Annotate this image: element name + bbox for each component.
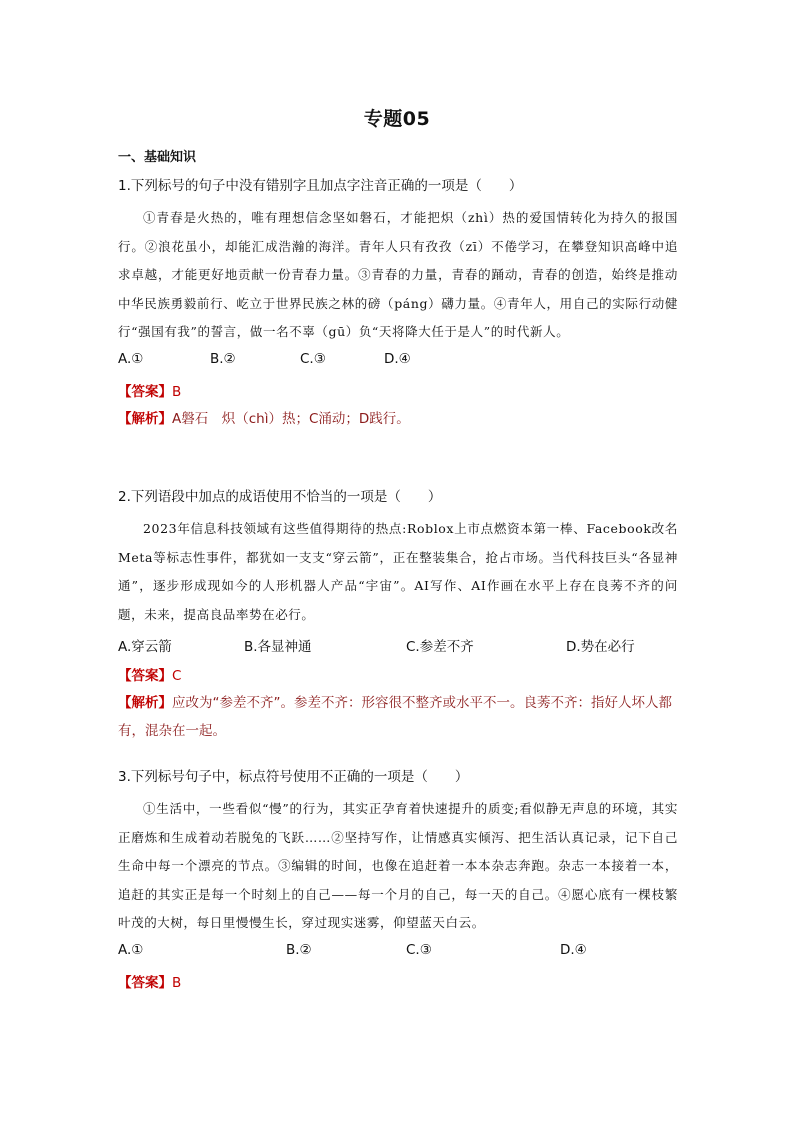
option-b: B.②: [286, 941, 312, 958]
answer-tag: 【答案】: [118, 668, 172, 684]
option-c: C.③: [300, 350, 326, 367]
answer-tag: 【答案】: [118, 974, 172, 991]
explanation-text: 应改为“参差不齐”。参差不齐：形容很不整齐或水平不一。良莠不齐：指好人坏人都有，混杂在一起。: [118, 695, 672, 739]
question-stem: 2.下列语段中加点的成语使用不恰当的一项是（ ）: [118, 489, 442, 505]
option-b: B.各显神通: [244, 639, 312, 655]
answer-value: C: [172, 668, 182, 684]
options-row: [118, 635, 678, 657]
question-stem: 3.下列标号句子中，标点符号使用不正确的一项是（ ）: [118, 769, 469, 785]
answer-line: [118, 665, 678, 687]
section-heading: 一、基础知识: [118, 150, 197, 165]
question-passage: ①生活中，一些看似“慢”的行为，其实正孕育着快速提升的质变;看似静无声息的环境，其实正磨炼和生成着动若脱兔的飞跃……②坚持写作，让情感真实倾泻、把生活认真记录，记下自己生命中每一个漂亮的节点。③编辑的时间，也像在追赶着一本本杂志奔跑。杂志一本接着一本，追赶的其实正是每一个时刻上的自己——每一个月的自己，每一天的自己。④愿心底有一棵枝繁叶茂的大树，每日里慢慢生长，穿过现实迷雾，仰望蓝天白云。: [118, 801, 678, 930]
answer-line: [118, 381, 678, 403]
option-a: A.穿云箭: [118, 639, 172, 655]
option-d: D.势在必行: [566, 639, 635, 655]
answer-value: B: [172, 383, 182, 400]
explanation: [118, 405, 678, 433]
page-title: 专题05: [363, 108, 431, 130]
option-c: C.参差不齐: [406, 639, 474, 655]
options-row: [118, 351, 678, 373]
explanation-tag: 【解析】: [118, 695, 172, 711]
question-stem: 1.下列标号的句子中没有错别字且加点字注音正确的一项是（ ）: [118, 178, 523, 194]
option-a: A.①: [118, 941, 144, 958]
explanation-text: A磐石 炽（chì）热；C涌动；D践行。: [172, 410, 410, 427]
question-2: [118, 487, 678, 745]
option-d: D.④: [384, 350, 411, 367]
option-a: A.①: [118, 350, 144, 367]
answer-value: B: [172, 974, 182, 991]
question-1: [118, 176, 678, 433]
explanation: [118, 689, 678, 745]
question-3: [118, 767, 678, 994]
option-c: C.③: [406, 941, 432, 958]
question-passage: 2023年信息科技领域有这些值得期待的热点:Roblox上市点燃资本第一棒、Facebook改名Meta等标志性事件，都犹如一支支“穿云箭”，正在整装集合，抢占市场。当代科技巨头“各显神通”，逐步形成现如今的人形机器人产品“宇宙”。AI写作、AI作画在水平上存在良莠不齐的问题，未来，提高良品率势在必行。: [118, 521, 678, 622]
options-row: [118, 942, 678, 964]
question-passage: ①青春是火热的，唯有理想信念坚如磐石，才能把炽（zhì）热的爱国情转化为持久的报国行。②浪花虽小，却能汇成浩瀚的海洋。青年人只有孜孜（zī）不倦学习，在攀登知识高峰中追求卓越，才能更好地贡献一份青春力量。③青春的力量，青春的踊动，青春的创造，始终是推动中华民族勇毅前行、屹立于世界民族之林的磅（páng）礴力量。④青年人，用自己的实际行动健行“强国有我”的誓言，做一名不辜（gū）负“天将降大任于是人”的时代新人。: [118, 210, 678, 339]
option-b: B.②: [210, 350, 236, 367]
explanation-tag: 【解析】: [118, 410, 172, 427]
answer-line: [118, 972, 678, 994]
answer-tag: 【答案】: [118, 383, 172, 400]
option-d: D.④: [560, 941, 587, 958]
